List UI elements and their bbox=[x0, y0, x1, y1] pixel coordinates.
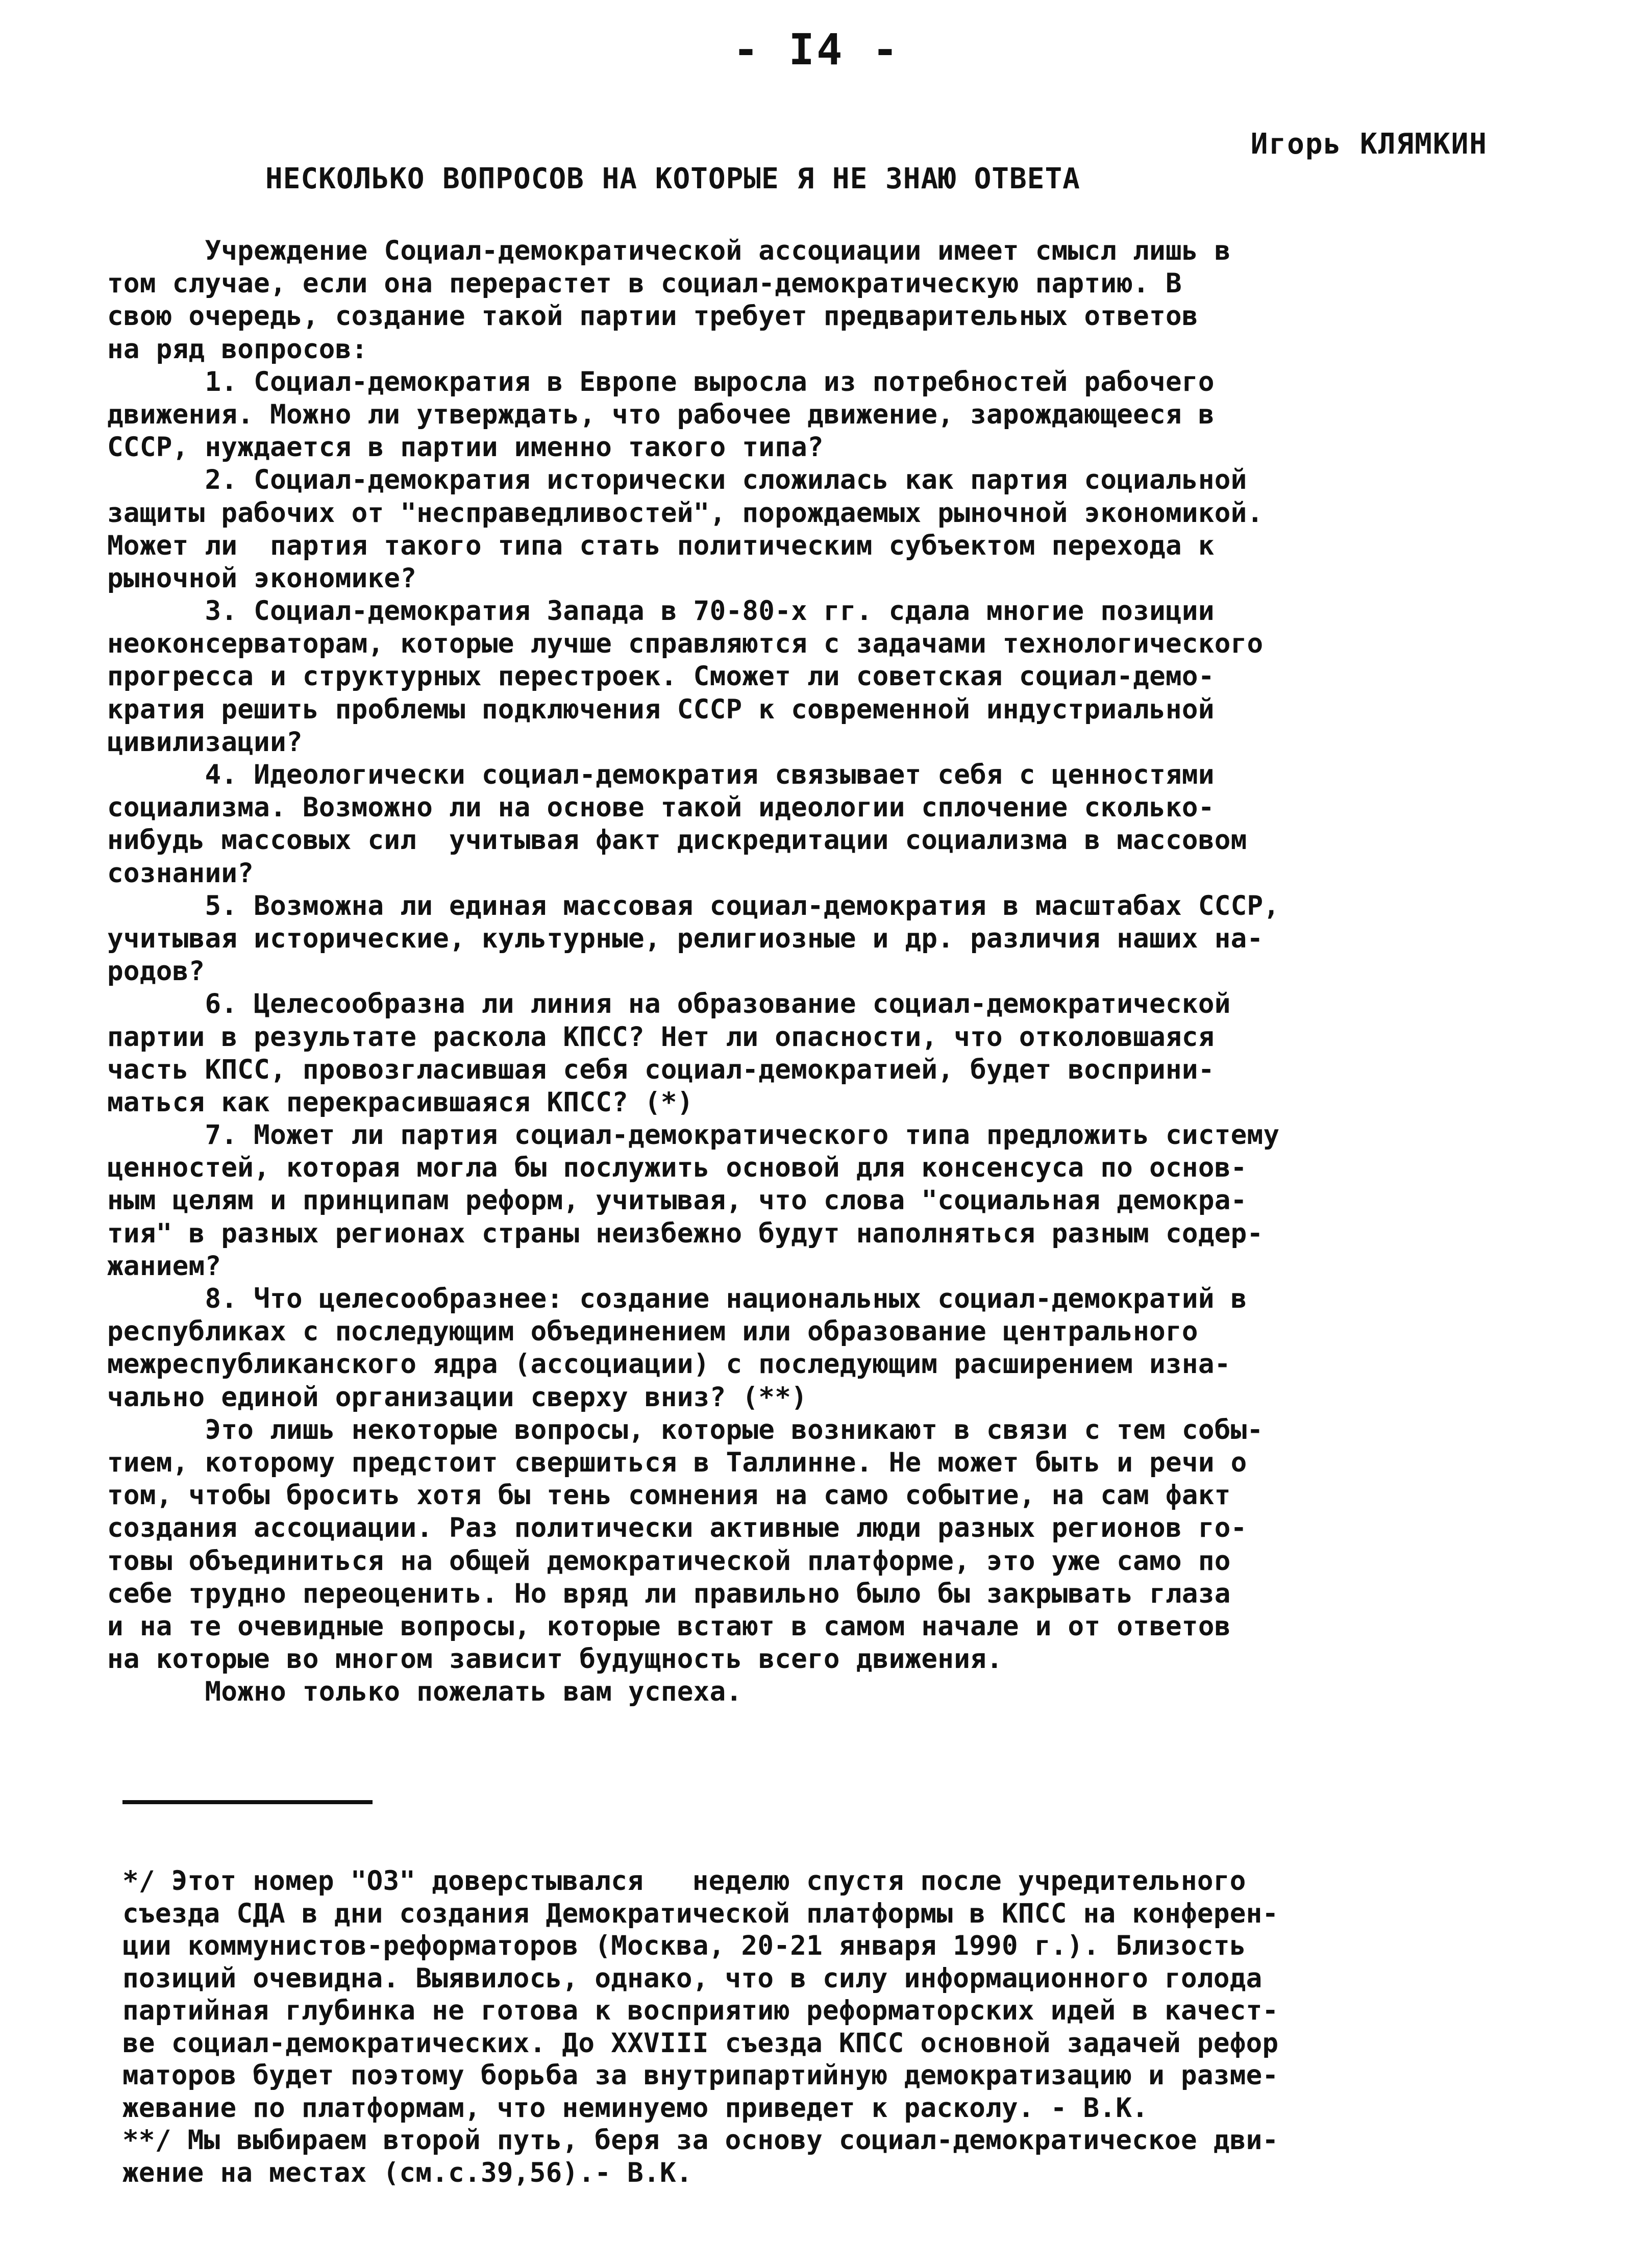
body-line: 7. Может ли партия социал-демократического типа предложить систему bbox=[107, 1119, 1280, 1151]
body-line: Учреждение Социал-демократической ассоциации имеет смысл лишь в bbox=[107, 235, 1231, 266]
body-line: нибудь массовых сил учитывая факт дискредитации социализма в массовом bbox=[107, 825, 1247, 856]
body-line: движения. Можно ли утверждать, что рабочее движение, зарождающееся в bbox=[107, 398, 1215, 430]
article-body bbox=[107, 235, 1536, 1708]
body-line: социализма. Возможно ли на основе такой идеологии сплочение сколько- bbox=[107, 792, 1215, 824]
body-line: 3. Социал-демократия Запада в 70-80-х гг. сдала многие позиции bbox=[107, 595, 1215, 627]
body-line: прогресса и структурных перестроек. Сможет ли советская социал-демо- bbox=[107, 661, 1215, 692]
footnote-line: ции коммунистов-реформаторов (Москва, 20-21 января 1990 г.). Близость bbox=[122, 1930, 1246, 1961]
footnote-line: ве социал-демократических. До XXVIII съезда КПСС основной задачей рефор bbox=[122, 2027, 1279, 2059]
body-line: сознании? bbox=[107, 857, 254, 889]
body-line: 6. Целесообразна ли линия на образование социал-демократической bbox=[107, 988, 1231, 1020]
footnote-line: партийная глубинка не готова к восприятию реформаторских идей в качест- bbox=[122, 1995, 1279, 2026]
body-line: товы объединиться на общей демократической платформе, это уже само по bbox=[107, 1545, 1231, 1577]
body-line: республиках с последующим объединением или образование центрального bbox=[107, 1316, 1198, 1348]
body-line: часть КПСС, провозгласившая себя социал-демократией, будет восприни- bbox=[107, 1054, 1215, 1085]
body-line: 1. Социал-демократия в Европе выросла из потребностей рабочего bbox=[107, 366, 1215, 397]
body-line: межреспубликанского ядра (ассоциации) с последующим расширением изна- bbox=[107, 1349, 1231, 1380]
body-line: ценностей, которая могла бы послужить основой для консенсуса по основ- bbox=[107, 1152, 1247, 1184]
body-line: создания ассоциации. Раз политически активные люди разных регионов го- bbox=[107, 1512, 1247, 1544]
body-line: Может ли партия такого типа стать политическим субъектом перехода к bbox=[107, 530, 1215, 561]
body-line: свою очередь, создание такой партии требует предварительных ответов bbox=[107, 301, 1198, 332]
body-line: Можно только пожелать вам успеха. bbox=[107, 1676, 743, 1708]
footnote-line: */ Этот номер "ОЗ" доверстывался неделю спустя после учредительного bbox=[122, 1865, 1246, 1897]
body-line: чально единой организации сверху вниз? (**) bbox=[107, 1381, 808, 1413]
body-line: и на те очевидные вопросы, которые встают в самом начале и от ответов bbox=[107, 1610, 1231, 1642]
body-line: 2. Социал-демократия исторически сложилась как партия социальной bbox=[107, 464, 1247, 496]
body-line: кратия решить проблемы подключения СССР к современной индустриальной bbox=[107, 693, 1215, 725]
body-line: 8. Что целесообразнее: создание национальных социал-демократий в bbox=[107, 1283, 1247, 1314]
footnote-line: съезда СДА в дни создания Демократической платформы в КПСС на конферен- bbox=[122, 1898, 1279, 1929]
body-line: 4. Идеологически социал-демократия связывает себя с ценностями bbox=[107, 759, 1215, 790]
body-line: ным целям и принципам реформ, учитывая, что слова "социальная демокра- bbox=[107, 1185, 1247, 1216]
body-line: неоконсерваторам, которые лучше справляются с задачами технологического bbox=[107, 628, 1264, 660]
body-line: 5. Возможна ли единая массовая социал-демократия в масштабах СССР, bbox=[107, 890, 1280, 921]
body-line: Это лишь некоторые вопросы, которые возникают в связи с тем собы- bbox=[107, 1414, 1264, 1445]
body-line: на ряд вопросов: bbox=[107, 333, 368, 365]
footnote-line: маторов будет поэтому борьба за внутрипартийную демократизацию и разме- bbox=[122, 2060, 1279, 2091]
body-line: рыночной экономике? bbox=[107, 562, 417, 594]
body-line: защиты рабочих от "несправедливостей", порождаемых рыночной экономикой. bbox=[107, 497, 1264, 529]
footnote-line: позиций очевидна. Выявилось, однако, что в силу информационного голода bbox=[122, 1962, 1263, 1994]
footnote-line: **/ Мы выбираем второй путь, беря за основу социал-демократическое дви- bbox=[122, 2125, 1279, 2156]
footnote-line: жение на местах (см.с.39,56).- В.К. bbox=[122, 2157, 692, 2188]
body-line: тия" в разных регионах страны неизбежно будут наполняться разным содер- bbox=[107, 1217, 1264, 1249]
footnote-line: жевание по платформам, что неминуемо приведет к расколу. - В.К. bbox=[122, 2092, 1149, 2124]
body-line: учитывая исторические, культурные, религиозные и др. различия наших на- bbox=[107, 923, 1264, 954]
footnote-divider bbox=[122, 1800, 373, 1804]
author-name: Игорь КЛЯМКИН bbox=[1250, 128, 1488, 161]
body-line: на которые во многом зависит будущность всего движения. bbox=[107, 1643, 1003, 1675]
body-line: жанием? bbox=[107, 1250, 221, 1282]
body-line: родов? bbox=[107, 956, 205, 987]
body-line: партии в результате раскола КПСС? Нет ли опасности, что отколовшаяся bbox=[107, 1021, 1215, 1053]
body-line: том, чтобы бросить хотя бы тень сомнения на само событие, на сам факт bbox=[107, 1480, 1231, 1511]
body-line: маться как перекрасившаяся КПСС? (*) bbox=[107, 1086, 694, 1118]
body-line: цивилизации? bbox=[107, 726, 303, 758]
body-line: СССР, нуждается в партии именно такого типа? bbox=[107, 432, 824, 463]
article-title: НЕСКОЛЬКО ВОПРОСОВ НА КОТОРЫЕ Я НЕ ЗНАЮ ОТВЕТА bbox=[265, 162, 1080, 195]
body-line: себе трудно переоценить. Но вряд ли правильно было бы закрывать глаза bbox=[107, 1578, 1231, 1609]
page-number: - I4 - bbox=[733, 24, 900, 74]
footnotes bbox=[122, 1865, 1541, 2189]
body-line: том случае, если она перерастет в социал-демократическую партию. В bbox=[107, 268, 1182, 300]
body-line: тием, которому предстоит свершиться в Таллинне. Не может быть и речи о bbox=[107, 1447, 1247, 1478]
